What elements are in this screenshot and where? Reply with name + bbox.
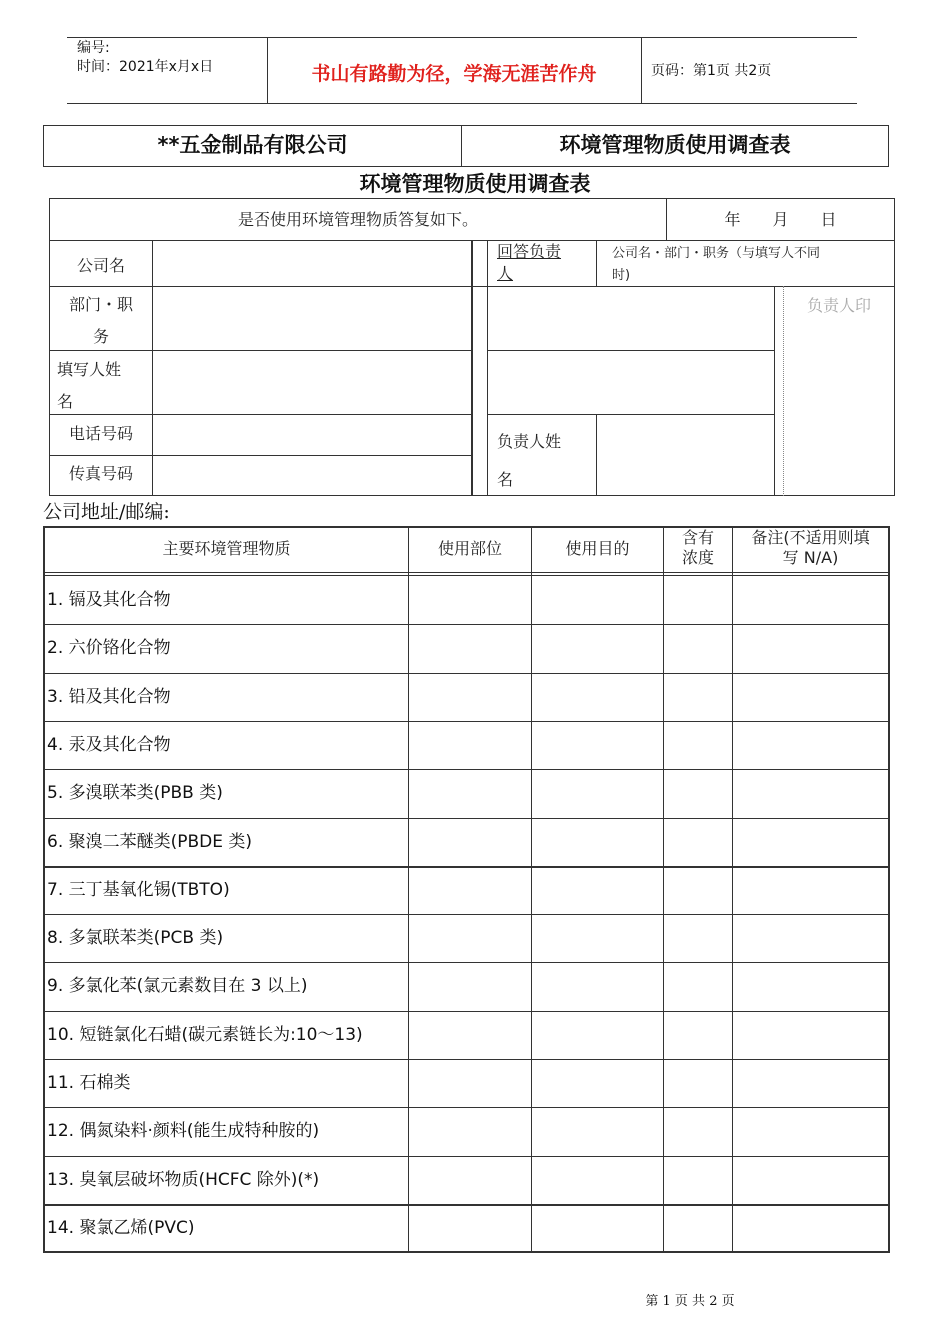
location-cell[interactable]	[409, 1060, 531, 1107]
header-purpose: 使用目的	[565, 539, 630, 558]
location-cell[interactable]	[409, 915, 531, 962]
remarks-cell[interactable]	[733, 625, 888, 673]
purpose-cell[interactable]	[532, 963, 663, 1011]
remarks-cell[interactable]	[733, 674, 888, 721]
location-cell[interactable]	[409, 1012, 531, 1059]
concentration-cell[interactable]	[664, 1012, 732, 1059]
header-substance: 主要环境管理物质	[162, 539, 291, 558]
remarks-cell[interactable]	[733, 1108, 888, 1156]
responder-department-input[interactable]	[488, 287, 774, 350]
company-bar	[43, 125, 889, 167]
remarks-cell[interactable]	[733, 1060, 888, 1107]
substance-name: 7. 三丁基氧化锡(TBTO)	[47, 880, 230, 900]
purpose-cell[interactable]	[532, 1205, 663, 1252]
purpose-cell[interactable]	[532, 819, 663, 866]
fax-input[interactable]	[153, 456, 471, 495]
substance-name: 9. 多氯化苯(氯元素数目在 3 以上)	[47, 976, 308, 996]
substance-name: 6. 聚溴二苯醚类(PBDE 类)	[47, 832, 253, 852]
header-bottom-rule	[67, 103, 857, 104]
location-cell[interactable]	[409, 674, 531, 721]
header-top-rule	[67, 37, 857, 38]
remarks-cell[interactable]	[733, 915, 888, 962]
header-concentration-line1: 含有	[681, 528, 714, 547]
purpose-cell[interactable]	[532, 674, 663, 721]
concentration-cell[interactable]	[664, 867, 732, 914]
page-info: 页码：第1页 共2页	[651, 63, 772, 79]
concentration-cell[interactable]	[664, 674, 732, 721]
concentration-cell[interactable]	[664, 963, 732, 1011]
document-time-label: 时间：2021年x月x日	[77, 59, 214, 75]
substance-name: 3. 铅及其化合物	[47, 687, 171, 707]
location-cell[interactable]	[409, 625, 531, 673]
form-name: 环境管理物质使用调查表	[559, 133, 791, 157]
responder-extra-input[interactable]	[488, 351, 774, 414]
company-label: 公司名	[76, 256, 125, 275]
filler-name-label-line2: 名	[57, 392, 74, 411]
purpose-cell[interactable]	[532, 915, 663, 962]
substance-name: 14. 聚氯乙烯(PVC)	[47, 1218, 195, 1238]
document-number-label: 编号:	[77, 40, 110, 56]
responder-label-line1: 回答负责	[497, 242, 562, 261]
responder-label-line2: 人	[497, 264, 514, 283]
concentration-cell[interactable]	[664, 577, 732, 624]
remarks-cell[interactable]	[733, 1157, 888, 1204]
substance-name: 2. 六价铬化合物	[47, 638, 171, 658]
header-remarks-line2: 写 N/A)	[782, 548, 839, 567]
remarks-cell[interactable]	[733, 1012, 888, 1059]
manager-name-label-line1: 负责人姓	[497, 432, 562, 451]
location-cell[interactable]	[409, 1108, 531, 1156]
remarks-cell[interactable]	[733, 722, 888, 769]
substance-name: 13. 臭氧层破坏物质(HCFC 除外)(*)	[47, 1170, 320, 1190]
purpose-cell[interactable]	[532, 867, 663, 914]
address-label: 公司地址/邮编:	[43, 501, 170, 523]
location-cell[interactable]	[409, 1157, 531, 1204]
header-remarks-line1: 备注(不适用则填	[751, 528, 870, 547]
fax-label: 传真号码	[68, 464, 133, 483]
responder-note-line1: 公司名・部门・职务（与填写人不同	[612, 246, 821, 261]
remarks-cell[interactable]	[733, 963, 888, 1011]
remarks-cell[interactable]	[733, 770, 888, 818]
manager-name-input[interactable]	[597, 415, 774, 495]
purpose-cell[interactable]	[532, 722, 663, 769]
phone-input[interactable]	[153, 415, 471, 455]
header-location: 使用部位	[437, 539, 502, 558]
substance-name: 10. 短链氯化石蜡(碳元素链长为:10～13)	[47, 1025, 363, 1045]
seal-area[interactable]	[784, 287, 894, 495]
responder-note-line2: 时)	[612, 268, 631, 283]
concentration-cell[interactable]	[664, 1205, 732, 1252]
header-divider-2	[641, 37, 642, 104]
department-label-line2: 务	[92, 327, 109, 346]
concentration-cell[interactable]	[664, 625, 732, 673]
purpose-cell[interactable]	[532, 1012, 663, 1059]
header-concentration-line2: 浓度	[681, 548, 714, 567]
location-cell[interactable]	[409, 963, 531, 1011]
filler-name-label-line1: 填写人姓	[57, 360, 122, 379]
substance-name: 1. 镉及其化合物	[47, 590, 171, 610]
location-cell[interactable]	[409, 867, 531, 914]
purpose-cell[interactable]	[532, 1060, 663, 1107]
purpose-cell[interactable]	[532, 625, 663, 673]
page-title: 环境管理物质使用调查表	[359, 172, 591, 196]
location-cell[interactable]	[409, 577, 531, 624]
concentration-cell[interactable]	[664, 1157, 732, 1204]
phone-label: 电话号码	[68, 424, 133, 443]
substance-name: 5. 多溴联苯类(PBB 类)	[47, 783, 223, 803]
footer-page-number: 第 1 页 共 2 页	[645, 1294, 735, 1309]
location-cell[interactable]	[409, 1205, 531, 1252]
substance-name: 11. 石棉类	[47, 1073, 131, 1093]
remarks-cell[interactable]	[733, 867, 888, 914]
manager-name-label-line2: 名	[497, 470, 514, 489]
substance-name: 12. 偶氮染料·颜料(能生成特种胺的)	[47, 1121, 320, 1141]
remarks-cell[interactable]	[733, 819, 888, 866]
remarks-cell[interactable]	[733, 1205, 888, 1252]
department-label-line1: 部门・职	[68, 295, 133, 314]
location-cell[interactable]	[409, 770, 531, 818]
substance-name: 8. 多氯联苯类(PCB 类)	[47, 928, 224, 948]
intro-text: 是否使用环境管理物质答复如下。	[237, 210, 478, 229]
purpose-cell[interactable]	[532, 1157, 663, 1204]
concentration-cell[interactable]	[664, 819, 732, 866]
concentration-cell[interactable]	[664, 915, 732, 962]
filler-name-input[interactable]	[153, 351, 471, 414]
department-input[interactable]	[153, 287, 471, 350]
company-input[interactable]	[153, 241, 471, 286]
concentration-cell[interactable]	[664, 722, 732, 769]
company-name: **五金制品有限公司	[157, 133, 348, 157]
motto-text: 书山有路勤为径，学海无涯苦作舟	[311, 63, 597, 85]
remarks-cell[interactable]	[733, 577, 888, 624]
date-field[interactable]: 年 月 日	[724, 210, 837, 229]
location-cell[interactable]	[409, 722, 531, 769]
concentration-cell[interactable]	[664, 1108, 732, 1156]
location-cell[interactable]	[409, 819, 531, 866]
purpose-cell[interactable]	[532, 1108, 663, 1156]
concentration-cell[interactable]	[664, 1060, 732, 1107]
concentration-cell[interactable]	[664, 770, 732, 818]
seal-label: 负责人印	[806, 296, 871, 315]
substance-name: 4. 汞及其化合物	[47, 735, 171, 755]
purpose-cell[interactable]	[532, 577, 663, 624]
purpose-cell[interactable]	[532, 770, 663, 818]
